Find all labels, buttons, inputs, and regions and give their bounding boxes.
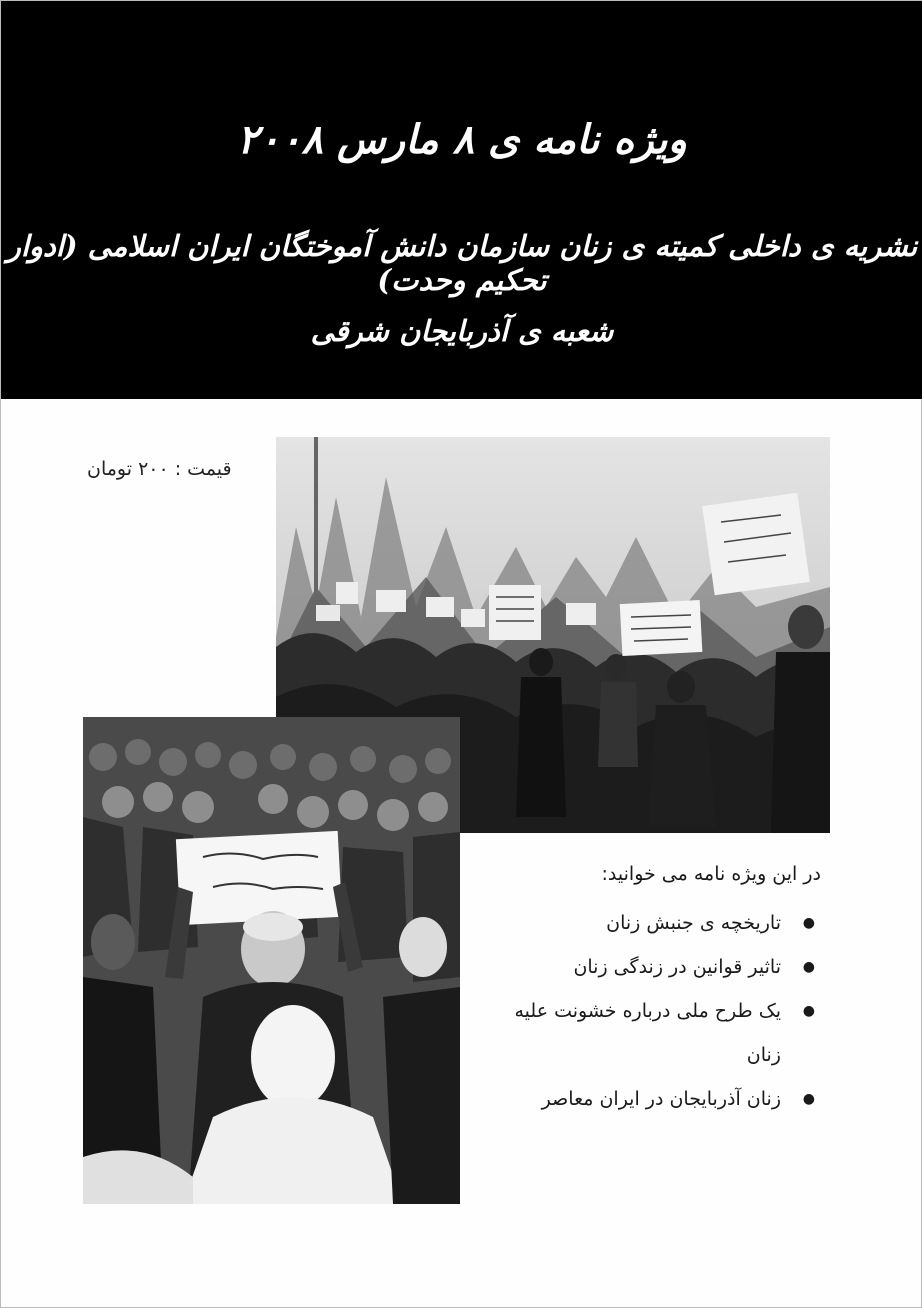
cover-title: ویژه نامه ی ۸ مارس ۲۰۰۸ [237,116,687,163]
cover-header [1,1,922,399]
list-item-text: تاریخچه ی جنبش زنان [606,912,781,934]
list-item-text: تاثیر قوانین در زندگی زنان [573,956,781,978]
bullet-icon: ● [802,1003,815,1019]
women-gathering-photo [83,717,460,1204]
contents-heading: در این ویژه نامه می خوانید: [601,863,821,885]
cover-subtitle: نشریه ی داخلی کمیته ی زنان سازمان دانش آموختگان ایران اسلامی (ادوار تحکیم وحدت) [6,229,918,297]
contents-list [491,901,821,1121]
list-item [491,1077,821,1121]
list-item [491,989,821,1077]
cover-branch: شعبه ی آذربایجان شرقی [310,314,614,348]
bullet-icon: ● [802,959,815,975]
list-item [491,901,821,945]
contents-box [491,863,821,1121]
bullet-icon: ● [802,915,815,931]
list-item-text: یک طرح ملی درباره خشونت علیه زنان [514,1000,781,1066]
list-item-text: زنان آذربایجان در ایران معاصر [541,1088,781,1110]
list-item [491,945,821,989]
bullet-icon: ● [802,1091,815,1107]
price-label: قیمت : ۲۰۰ تومان [87,458,232,480]
